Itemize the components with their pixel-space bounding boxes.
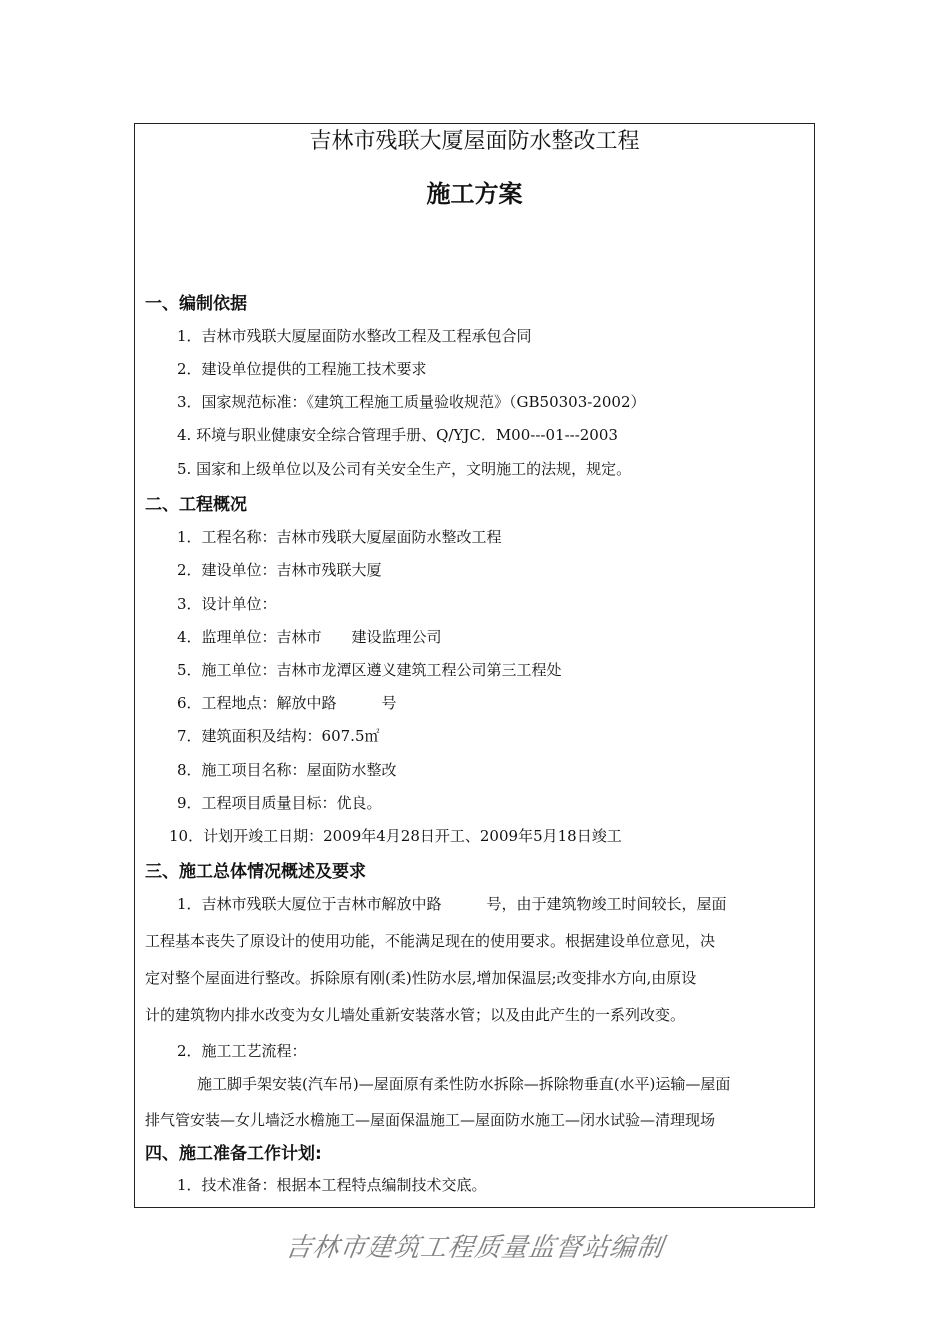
paragraph-line: 计的建筑物内排水改变为女儿墙处重新安装落水管；以及由此产生的一系列改变。: [145, 1006, 686, 1024]
footer-signature: 吉林市建筑工程质量监督站编制: [283, 1233, 666, 1263]
document-frame: [134, 123, 815, 1208]
list-item: 2．建设单位提供的工程施工技术要求: [177, 360, 427, 378]
list-item: 3．国家规范标准：《建筑工程施工质量验收规范》（GB50303-2002）: [177, 393, 646, 411]
paragraph-line: 排气管安装—女儿墙泛水檐施工—屋面保温施工—屋面防水施工—闭水试验—清理现场: [145, 1111, 716, 1129]
list-item: 2．施工工艺流程：: [177, 1042, 307, 1060]
document-subtitle: 施工方案: [426, 179, 523, 208]
list-item: 4．监理单位：吉林市 建设监理公司: [177, 628, 442, 646]
list-item: 1．吉林市残联大厦屋面防水整改工程及工程承包合同: [177, 327, 532, 345]
paragraph-line: 1．吉林市残联大厦位于吉林市解放中路 号，由于建筑物竣工时间较长，屋面: [177, 895, 727, 913]
document-title: 吉林市残联大厦屋面防水整改工程: [309, 129, 640, 154]
list-item: 8．施工项目名称：屋面防水整改: [177, 761, 397, 779]
section-heading: 一、编制依据: [145, 294, 247, 314]
paragraph-line: 施工脚手架安装(汽车吊)—屋面原有柔性防水拆除—拆除物垂直(水平)运输—屋面: [197, 1075, 731, 1093]
list-item: 4. 环境与职业健康安全综合管理手册、Q/YJC．M00---01---2003: [177, 426, 618, 444]
list-item: 10．计划开竣工日期：2009年4月28日开工、2009年5月18日竣工: [169, 827, 622, 845]
list-item: 5．施工单位：吉林市龙潭区遵义建筑工程公司第三工程处: [177, 661, 562, 679]
section-heading: 二、工程概况: [145, 495, 247, 515]
list-item: 6．工程地点：解放中路 号: [177, 694, 397, 712]
paragraph-line: 工程基本丧失了原设计的使用功能，不能满足现在的使用要求。根据建设单位意见，决: [145, 932, 716, 950]
section-heading: 三、施工总体情况概述及要求: [145, 862, 366, 882]
section-heading: 四、施工准备工作计划:: [145, 1144, 322, 1164]
list-item: 1．技术准备：根据本工程特点编制技术交底。: [177, 1176, 487, 1194]
list-item: 7．建筑面积及结构：607.5㎡: [177, 727, 380, 745]
list-item: 2．建设单位：吉林市残联大厦: [177, 561, 382, 579]
paragraph-line: 定对整个屋面进行整改。拆除原有刚(柔)性防水层,增加保温层;改变排水方向,由原设: [145, 969, 697, 987]
list-item: 3．设计单位：: [177, 595, 277, 613]
list-item: 1．工程名称：吉林市残联大厦屋面防水整改工程: [177, 528, 502, 546]
list-item: 5. 国家和上级单位以及公司有关安全生产，文明施工的法规，规定。: [177, 460, 632, 478]
list-item: 9．工程项目质量目标：优良。: [177, 794, 382, 812]
